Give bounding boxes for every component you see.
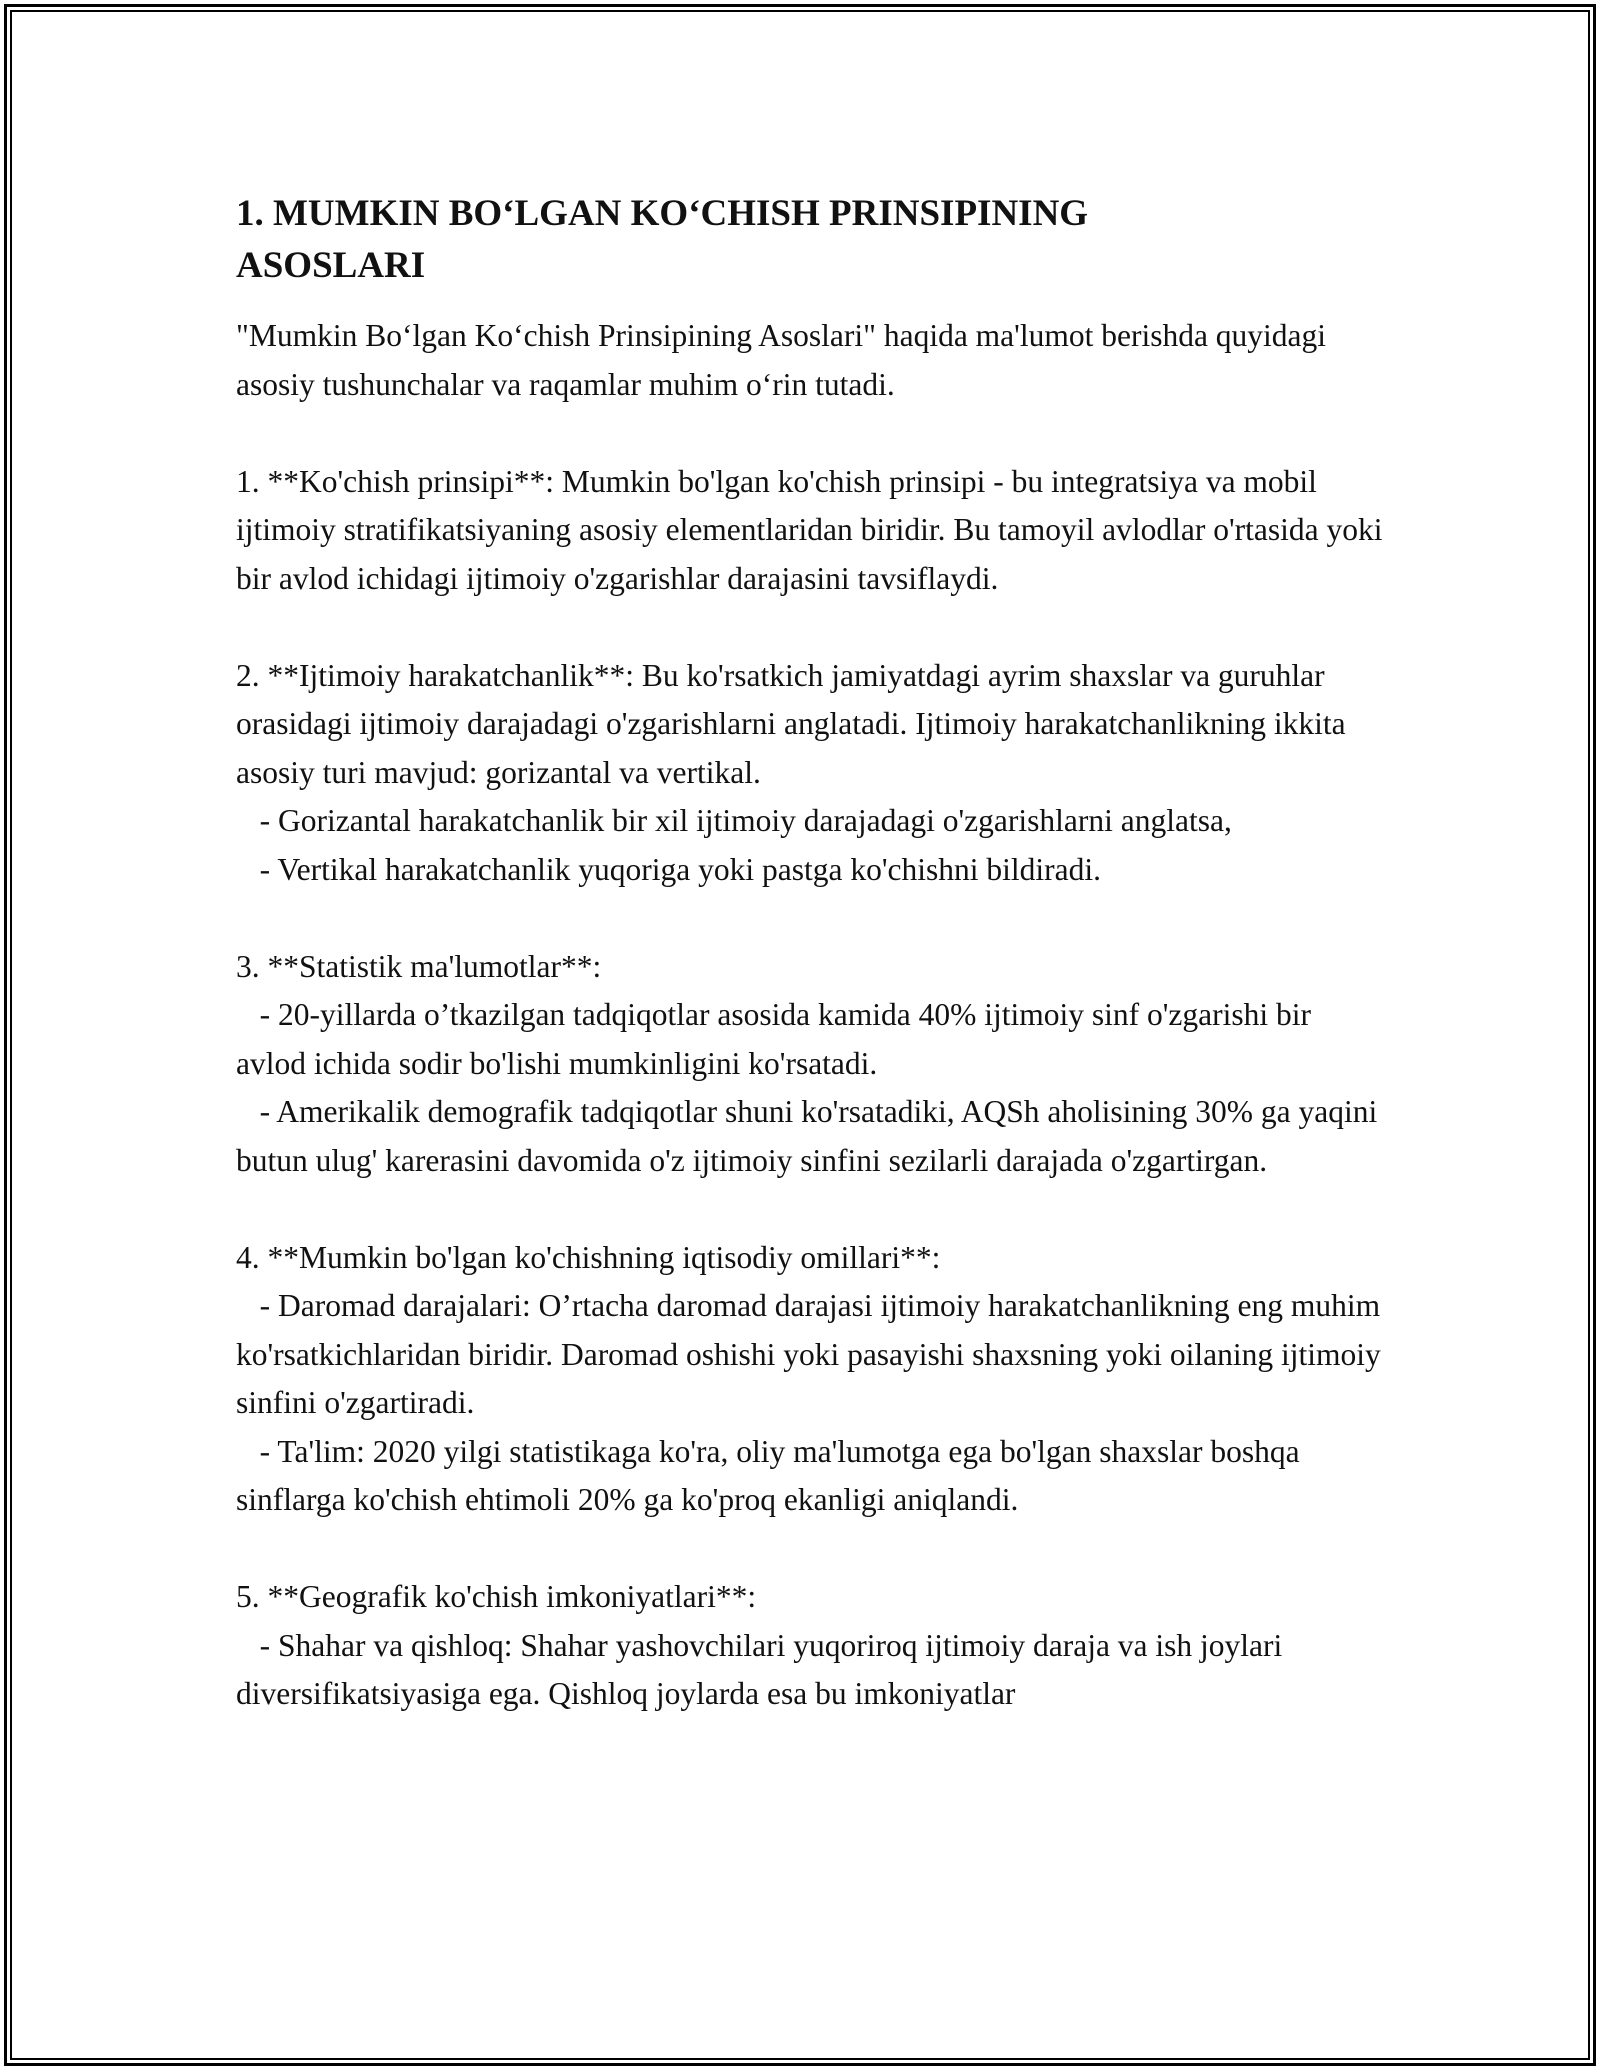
paragraph-gap	[236, 409, 1386, 458]
paragraph-gap	[236, 1525, 1386, 1574]
section-2-bullet-1: - Gorizantal harakatchanlik bir xil ijtimoiy darajadagi o'zgarishlarni anglatsa,	[236, 803, 1232, 838]
document-title	[236, 188, 1386, 292]
section-3-heading: 3. **Statistik ma'lumotlar**:	[236, 948, 602, 984]
paragraph-gap	[236, 894, 1386, 943]
paragraph-gap	[236, 1185, 1386, 1234]
section-3-bullet-2: - Amerikalik demografik tadqiqotlar shuni ko'rsatadiki, AQSh aholisining 30% ga yaqini butun ulug' karerasini davomida o'z ijtimoiy sinfini sezilarli darajada o'zgartirgan.	[236, 1094, 1386, 1178]
paragraph-gap	[236, 603, 1386, 652]
section-4-bullet-1: - Daromad darajalari: O’rtacha daromad darajasi ijtimoiy harakatchanlikning eng muhim ko'rsatkichlaridan biridir. Daromad oshishi yoki pasayishi shaxsning yoki oilaning ijtimoiy sinfini o'zgartiradi.	[236, 1288, 1389, 1420]
document-body	[236, 188, 1391, 1719]
title-line-1: 1. MUMKIN BO‘LGAN KO‘CHISH PRINSIPINING	[236, 193, 1089, 234]
section-4-bullet-2: - Ta'lim: 2020 yilgi statistikaga ko'ra, oliy ma'lumotga ega bo'lgan shaxslar boshqa sinflarga ko'chish ehtimoli 20% ga ko'proq ekanligi aniqlandi.	[236, 1433, 1308, 1517]
intro-paragraph: "Mumkin Bo‘lgan Ko‘chish Prinsipining Asoslari" haqida ma'lumot berishda quyidagi asosiy tushunchalar va raqamlar muhim o‘rin tutadi.	[236, 318, 1334, 402]
section-3-bullet-1: - 20-yillarda o’tkazilgan tadqiqotlar asosida kamida 40% ijtimoiy sinf o'zgarishi bir avlod ichida sodir bo'lishi mumkinligini ko'rsatadi.	[236, 997, 1319, 1081]
section-1-paragraph: 1. **Ko'chish prinsipi**: Mumkin bo'lgan ko'chish prinsipi - bu integratsiya va mobil ijtimoiy stratifikatsiyaning asosiy elementlaridan biridir. Bu tamoyil avlodlar o'rtasida yoki bir avlod ichidagi ijtimoiy o'zgarishlar darajasini tavsiflaydi.	[236, 463, 1391, 596]
section-5-heading: 5. **Geografik ko'chish imkoniyatlari**:	[236, 1579, 757, 1614]
section-2-bullet-2: - Vertikal harakatchanlik yuqoriga yoki pastga ko'chishni bildiradi.	[236, 851, 1102, 887]
title-line-2: ASOSLARI	[236, 245, 426, 286]
section-5-bullet-1: - Shahar va qishloq: Shahar yashovchilari yuqoriroq ijtimoiy daraja va ish joylari diversifikatsiyasiga ega. Qishloq joylarda esa bu imkoniyatlar	[236, 1627, 1291, 1711]
section-4-heading: 4. **Mumkin bo'lgan ko'chishning iqtisodiy omillari**:	[236, 1239, 941, 1275]
section-2-paragraph: 2. **Ijtimoiy harakatchanlik**: Bu ko'rsatkich jamiyatdagi ayrim shaxslar va guruhlar orasidagi ijtimoiy darajadagi o'zgarishlarni anglatadi. Ijtimoiy harakatchanlikning ikkita asosiy turi mavjud: gorizantal va vertikal.	[236, 657, 1354, 790]
